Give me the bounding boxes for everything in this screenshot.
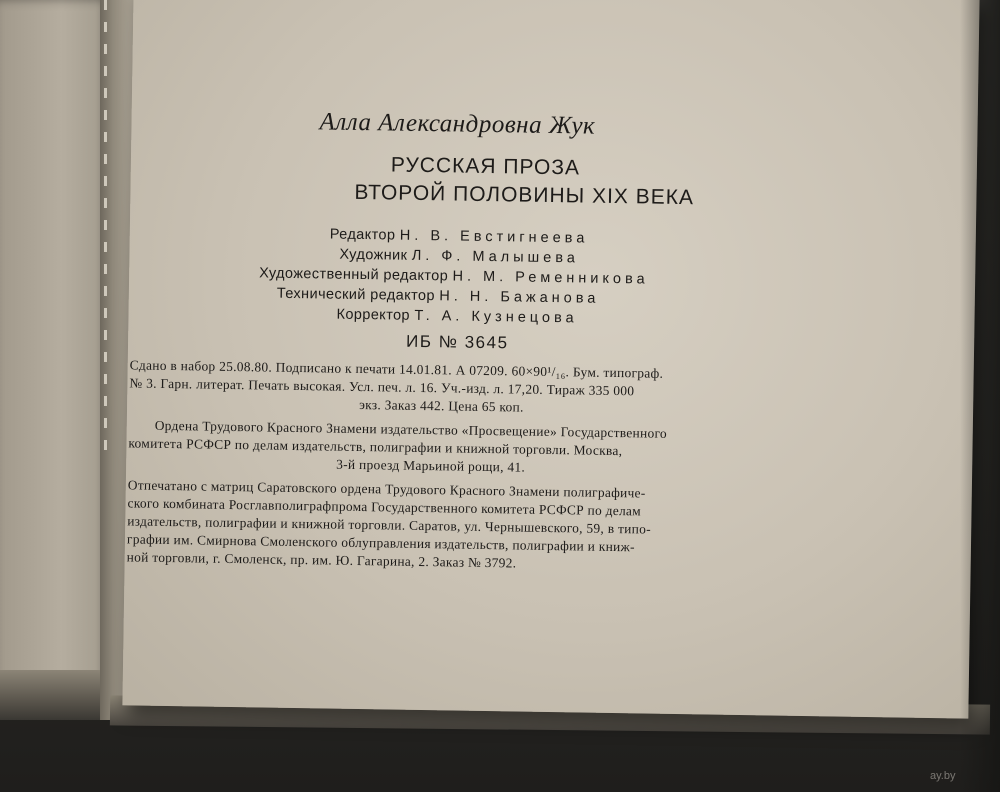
print-info-line: Сдано в набор 25.08.80. Подписано к печати 14.01.81. А 07209. 60×90¹/₁₆. Бум. типограф. xyxy=(129,357,664,381)
printer-line: ского комбината Росглавполиграфпрома Государственного комитета РСФСР по делам xyxy=(127,495,642,519)
publisher-line: комитета РСФСР по делам издательств, полиграфии и книжной торговли. Москва, xyxy=(128,435,623,459)
author-name: Алла Александровна Жук xyxy=(319,108,596,140)
watermark: ay.by xyxy=(930,770,956,782)
credit-role: Художественный редактор xyxy=(259,265,449,285)
credit-editor xyxy=(330,227,589,247)
credit-artist xyxy=(339,247,579,267)
printer-line: ной торговли, г. Смоленск, пр. им. Ю. Гагарина, 2. Заказ № 3792. xyxy=(126,549,517,571)
credit-tech-editor xyxy=(277,286,600,307)
book-title-line-2: ВТОРОЙ ПОЛОВИНЫ XIX ВЕКА xyxy=(354,180,695,210)
credit-art-editor xyxy=(259,265,649,287)
credit-name: Н. М. Ременникова xyxy=(452,268,649,288)
credit-role: Редактор xyxy=(329,226,396,244)
ib-number: ИБ № 3645 xyxy=(405,331,509,353)
spine-stitching xyxy=(104,0,107,460)
credit-proofreader xyxy=(336,307,577,327)
credit-name: Н. Н. Бажанова xyxy=(439,288,600,307)
printer-line: издательств, полиграфии и книжной торговли. Саратов, ул. Чернышевского, 59, в типо- xyxy=(127,513,652,537)
credit-role: Технический редактор xyxy=(276,285,436,305)
book-title-line-1: РУССКАЯ ПРОЗА xyxy=(390,153,581,180)
printer-line: Отпечатано с матриц Саратовского ордена Трудового Красного Знамени полиграфиче- xyxy=(127,477,646,501)
credit-name: Н. В. Евстигнеева xyxy=(399,227,589,247)
publisher-line: 3-й проезд Марьиной рощи, 41. xyxy=(336,456,526,475)
credit-name: Т. А. Кузнецова xyxy=(414,307,578,327)
imprint-page xyxy=(122,0,979,719)
imprint-text xyxy=(122,0,979,719)
right-shadow xyxy=(960,0,1000,792)
credit-role: Корректор xyxy=(336,306,411,324)
publisher-line: Ордена Трудового Красного Знамени издательство «Просвещение» Государственного xyxy=(154,417,668,441)
printer-line: графии им. Смирнова Смоленского облуправления издательств, полиграфии и книж- xyxy=(126,531,636,555)
facing-page xyxy=(0,0,112,690)
print-info-line: экз. Заказ 442. Цена 65 коп. xyxy=(359,396,524,415)
credit-name: Л. Ф. Малышева xyxy=(411,247,580,267)
print-info-line: № 3. Гарн. литерат. Печать высокая. Усл. печ. л. 16. Уч.-изд. л. 17,20. Тираж 335 000 xyxy=(129,375,635,399)
credit-role: Художник xyxy=(339,246,408,264)
